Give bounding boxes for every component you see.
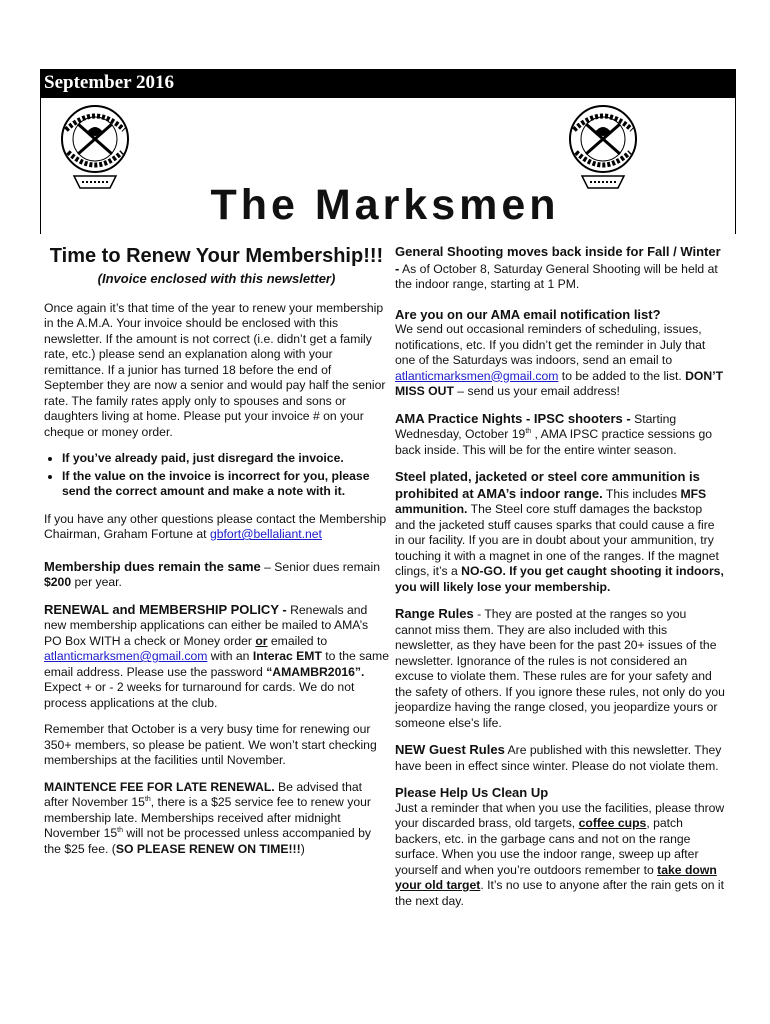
renew-on-time: SO PLEASE RENEW ON TIME!!!: [115, 841, 301, 856]
ipsc-sup: th: [525, 427, 532, 435]
late-fee-heading: MAINTENCE FEE FOR LATE RENEWAL.: [44, 779, 275, 794]
cleanup-text: Just a reminder that when you use the facilities, please throw your discarded brass, old targets,: [395, 800, 725, 830]
no-go-warning: NO-GO. If you get caught shooting it indoors, you will likely lose your membership.: [395, 564, 724, 594]
renew-bullets: [44, 451, 389, 500]
renew-title: Time to Renew Your Membership!!!: [49, 245, 384, 267]
renew-subtitle: (Invoice enclosed with this newsletter): [97, 271, 336, 286]
renew-body: Once again it’s that time of the year to renew your membership in the A.M.A. Your invoice should be enclosed with this newsletter. If the amount is not correct (i.e. didn’t get a family rate, etc.) please send an explanation along with your remittance. If a junior has turned 18 before the end of September they are now a senior and would pay half the senior rate. The family rates apply only to spouses and sons or daughters living at home. Please put your invoice # on your cheque or money order.: [44, 300, 386, 439]
dues-text: – Senior dues remain: [260, 559, 380, 574]
fee-sup-2: th: [117, 826, 124, 834]
ipsc-text: Starting Wednesday, October 19: [395, 411, 677, 441]
steel-ammo-heading: Steel plated, jacketed or steel core ammunition is prohibited at AMA’s indoor range.: [395, 469, 700, 501]
late-fee-paragraph: [44, 780, 389, 858]
cleanup-heading: Please Help Us Clean Up: [395, 785, 549, 800]
renewal-email-link[interactable]: atlanticmarksmen@gmail.com: [44, 649, 208, 663]
renewal-text-4: to the same email address. Please use the password: [44, 649, 389, 679]
bullet-already-paid: • If you’ve already paid, just disregard the invoice.: [62, 451, 389, 467]
range-rules-paragraph: [395, 606, 725, 731]
email-list-link[interactable]: atlanticmarksmen@gmail.com: [395, 368, 559, 383]
cleanup-text-2: , patch backers, etc. in the garbage cans and not on the range surface. When you use the indoor range, sweep up after yourself and when you’re outdoors remember to: [395, 816, 699, 877]
renewal-paragraph: [44, 602, 389, 712]
issue-date: September 2016: [44, 72, 174, 93]
guest-rules-heading: NEW Guest Rules: [395, 742, 505, 757]
renewal-password: “AMAMBR2016”.: [266, 664, 365, 679]
email-list-text: We send out occasional reminders of scheduling, issues, notifications, etc. If you didn’t get the reminder in July that one of the Saturdays was indoors, send an email to: [395, 322, 706, 367]
steel-ammo-paragraph: [395, 469, 725, 595]
mfs-ammunition: MFS ammunition.: [395, 486, 707, 516]
renewal-text: Renewals and new membership applications can either be mailed to AMA’s PO Box WITH a check or Money order: [44, 602, 369, 648]
steel-text-2: The Steel core stuff damages the backstop and the jacketed stuff causes sparks that could cause a fire in our facility. If you are in doubt about your ammunition, try touching it with a magnet in one of the ranges. If the magnet clings, it’s a: [395, 502, 719, 578]
questions-paragraph: [44, 512, 389, 543]
email-list-paragraph: [395, 322, 725, 400]
bullet-incorrect-value: • If the value on the invoice is incorrect for you, please send the correct amount and make a note with it.: [62, 469, 389, 500]
renewal-text-3: with an: [207, 649, 253, 663]
general-shooting-heading: General Shooting moves back inside for Fall / Winter -: [395, 244, 721, 276]
renewal-heading: RENEWAL and MEMBERSHIP POLICY -: [44, 601, 287, 617]
fee-text: Be advised that after November 15: [44, 779, 363, 809]
dues-heading: Membership dues remain the same: [44, 558, 261, 574]
email-list-text-2: to be added to the list.: [558, 368, 686, 383]
fee-text-4: ): [300, 841, 305, 856]
renewal-or: or: [255, 633, 268, 648]
steel-text: This includes: [602, 486, 681, 501]
renewal-turnaround: Expect + or - 2 weeks for turnaround for cards. We do not process applications at the club.: [44, 680, 355, 710]
email-list-heading: Are you on our AMA email notification list?: [395, 306, 661, 322]
guest-rules-paragraph: [395, 742, 725, 774]
general-shooting-paragraph: [395, 244, 725, 293]
newsletter-title: The Marksmen: [210, 181, 560, 229]
dues-text-end: per year.: [71, 575, 122, 589]
ipsc-heading: AMA Practice Nights - IPSC shooters -: [395, 410, 631, 426]
date-banner: [40, 69, 736, 97]
range-rules-heading: Range Rules: [395, 606, 474, 621]
email-list-text-3: – send us your email address!: [453, 384, 620, 398]
interac-emt: Interac EMT: [252, 649, 322, 663]
renewal-text-2: emailed to: [267, 633, 328, 648]
cleanup-paragraph: [395, 801, 725, 910]
fee-sup: th: [144, 795, 151, 803]
dues-amount: $200: [44, 575, 72, 589]
coffee-cups: coffee cups: [578, 816, 647, 830]
left-column: [44, 244, 389, 868]
dont-miss-out: DON’T MISS OUT: [395, 368, 724, 398]
take-down-target: take down your old target: [395, 862, 717, 892]
chairman-email-link[interactable]: gbfort@bellaliant.net: [209, 527, 322, 541]
questions-text: If you have any other questions please contact the Membership Chairman, Graham Fortune at: [44, 511, 387, 541]
ipsc-paragraph: [395, 411, 725, 459]
ipsc-text-2: , AMA IPSC practice sessions go back inside. This will be for the entire winter season.: [395, 427, 713, 457]
general-shooting-text: As of October 8, Saturday General Shooting will be held at the indoor range, starting at 1 PM.: [395, 261, 718, 291]
october-paragraph: Remember that October is a very busy time for renewing our 350+ members, so please be patient. We won’t start checking memberships at the facilities until November.: [44, 722, 377, 767]
dues-paragraph: [44, 559, 389, 591]
fee-text-2: , there is a $25 service fee to renew your membership late. Memberships received after midnight November 15: [44, 795, 371, 840]
guest-rules-text: Are published with this newsletter. They have been in effect since winter. Please do not violate them.: [395, 743, 722, 773]
range-rules-text: - They are posted at the ranges so you cannot miss them. They are also included with this newsletter, as they have been for the past 20+ issues of the newsletter. Ignorance of the rules is not considered an excuse to violate them. These rules are for your safety and the safety of others. If you ignore these rules, not only do you jeopardize having the range closed, you jeopardize yours or someone else’s life.: [395, 607, 725, 730]
fee-text-3: will not be processed unless accompanied by the $25 fee. (: [44, 826, 371, 856]
cleanup-text-3: . It’s no use to anyone after the rain gets on it the next day.: [395, 878, 725, 908]
right-column: [395, 244, 725, 920]
